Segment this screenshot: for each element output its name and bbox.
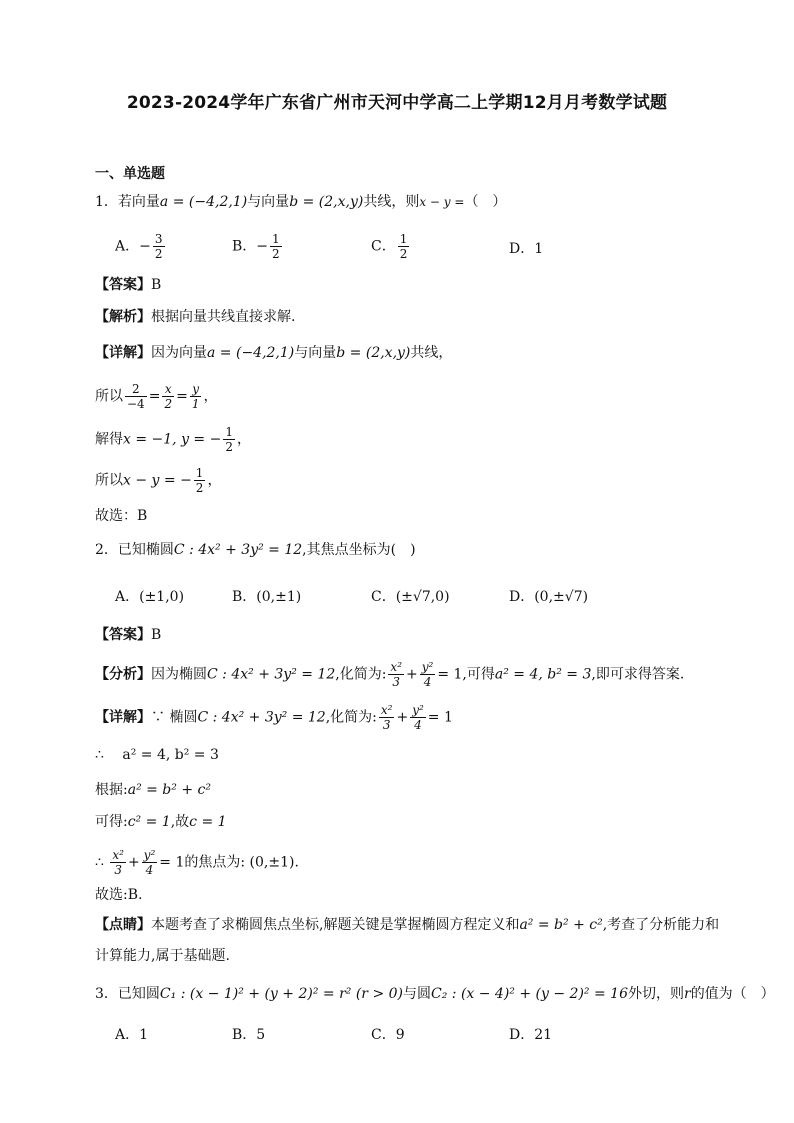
q2-step-4-frac-1-den: 3 <box>114 863 122 877</box>
q1-detail-a: a = (−4,2,1) <box>207 345 295 361</box>
q1-analysis <box>95 307 295 327</box>
q2-step-4-frac-1-num: x² <box>112 848 124 862</box>
q1-step-1-end: ， <box>203 388 218 405</box>
q2-stem-pre: 2．已知椭圆 <box>95 542 174 558</box>
q1-step-2-pre: 解得 <box>95 431 123 448</box>
question-1-stem <box>95 192 506 212</box>
q2-answer-value: B <box>151 627 162 643</box>
q1-mid: 与向量 <box>247 194 290 210</box>
q2-option-c: C．(±√7,0) <box>371 589 450 605</box>
q2-detail-plus: + <box>396 709 409 726</box>
q2-fenxi-tail1: ,可得 <box>462 666 495 683</box>
q1-option-a-sign: − <box>139 238 151 255</box>
answer-tag: 【答案】 <box>95 627 151 643</box>
q1-option-b-fraction <box>270 232 282 261</box>
q2-step-3-pre: 可得: <box>95 814 128 830</box>
analysis-tag: 【解析】 <box>95 309 151 325</box>
q1-step-1-frac-1 <box>125 382 147 411</box>
q3-tail2: 的值为（ ） <box>690 986 775 1002</box>
q1-step-1-eq-2: = <box>176 388 188 405</box>
q2-detail-pre: ∵ 椭圆 <box>151 709 198 726</box>
q2-detail-frac-2 <box>410 703 426 732</box>
q1-vector-b: b = (2,x,y) <box>289 194 364 210</box>
q2-fenxi-frac-1-den: 3 <box>392 675 401 689</box>
q2-step-3-mid: ,故 <box>170 814 190 830</box>
q2-fenxi-frac-2 <box>420 660 436 689</box>
q2-step-3-expr: c² = 1 <box>127 814 171 830</box>
q1-option-b-num: 1 <box>272 232 280 246</box>
section-heading: 一、单选题 <box>95 166 165 182</box>
q2-fenxi-frac-1 <box>388 660 404 689</box>
q2-fenxi-mid: ,化简为: <box>335 666 387 683</box>
q2-detail-frac-2-num: y² <box>412 703 424 717</box>
q1-prefix: 1．若向量 <box>95 194 160 210</box>
q1-step-2-end: ， <box>236 431 251 448</box>
q1-step-2-den: 2 <box>225 440 233 454</box>
q2-step-1: ∴ a² = 4, b² = 3 <box>95 747 219 763</box>
fenxi-tag: 【分析】 <box>95 666 151 683</box>
q1-step-1-frac-1-den: −4 <box>127 397 145 411</box>
q2-option-a: A．(±1,0) <box>115 589 185 605</box>
q2-dianjing-expr: a² = b² + c² <box>519 917 603 933</box>
q1-step-1-frac-1-num: 2 <box>125 382 147 397</box>
q1-step-3-den: 2 <box>195 481 204 495</box>
q1-answer <box>95 275 161 295</box>
q3-stem-pre: 3．已知圆 <box>95 986 160 1002</box>
q2-stem-tail: ,其焦点坐标为( ) <box>302 542 416 558</box>
q2-detail-frac-2-den: 4 <box>414 718 422 732</box>
q2-dianjing-pre: 本题考查了求椭圆焦点坐标,解题关键是掌握椭圆方程定义和 <box>151 917 520 933</box>
q1-option-c-den: 2 <box>399 247 408 261</box>
q2-step-2-expr: a² = b² + c² <box>127 782 211 798</box>
q1-choice: 故选：B <box>95 508 148 524</box>
q1-option-a-fraction <box>153 232 165 261</box>
q2-step-4-eq: = 1 <box>159 854 185 871</box>
q2-option-b: B．(0,±1) <box>232 589 302 605</box>
q1-option-a <box>115 232 167 261</box>
q2-fenxi-ab: a² = 4, b² = 3 <box>494 666 592 683</box>
q1-detail-tail: 共线， <box>410 345 453 361</box>
q1-detail-b: b = (2,x,y) <box>336 345 411 361</box>
q2-dianjing <box>95 915 719 935</box>
answer-tag: 【答案】 <box>95 277 151 293</box>
q2-answer <box>95 625 161 645</box>
q2-step-3 <box>95 812 227 832</box>
q2-fenxi-tail2: ,即可求得答案. <box>591 666 685 683</box>
q1-tail: 共线，则 <box>363 194 420 210</box>
q3-option-d: D．21 <box>509 1027 553 1043</box>
q2-detail <box>95 703 453 732</box>
q3-tail: 外切，则 <box>627 986 684 1002</box>
q1-step-1-frac-2-den: 2 <box>164 397 173 411</box>
q1-option-a-num: 3 <box>154 232 163 246</box>
q2-detail-frac-1 <box>379 703 395 732</box>
q3-option-b: B．5 <box>232 1027 266 1043</box>
q1-step-3 <box>95 466 221 495</box>
q1-detail-mid: 与向量 <box>294 345 337 361</box>
q3-r: r <box>683 986 691 1002</box>
q2-dianjing-line-2: 计算能力,属于基础题. <box>95 948 230 964</box>
q3-option-c: C．9 <box>371 1027 405 1043</box>
q1-vector-a: a = (−4,2,1) <box>159 194 248 210</box>
q1-step-3-num: 1 <box>195 466 204 480</box>
q2-step-3-c: c = 1 <box>189 814 227 830</box>
q1-option-c-num: 1 <box>399 232 408 246</box>
q2-fenxi-frac-2-den: 4 <box>423 675 432 689</box>
q1-option-b-sign: − <box>256 238 269 255</box>
q1-step-2-num: 1 <box>225 425 233 439</box>
q1-expr: x − y = <box>419 195 465 209</box>
q2-choice: 故选:B. <box>95 887 143 903</box>
q2-fenxi-plus: + <box>406 666 418 683</box>
q2-step-4 <box>95 848 299 877</box>
q2-step-2-pre: 根据: <box>95 782 128 798</box>
q2-step-4-frac-2-num: y² <box>143 848 156 862</box>
q3-circle-1: C₁ : (x − 1)² + (y + 2)² = r² (r > 0) <box>159 986 403 1002</box>
q2-stem-eq: C : 4x² + 3y² = 12 <box>173 542 303 558</box>
q1-step-2 <box>95 425 251 454</box>
q1-step-3-pre: 所以 <box>95 472 123 489</box>
q1-step-1 <box>95 382 217 411</box>
q1-step-3-frac <box>194 466 206 495</box>
q2-fenxi-eq: C : 4x² + 3y² = 12 <box>207 666 336 683</box>
q1-paren: （ ） <box>464 194 507 210</box>
detail-tag: 【详解】 <box>95 345 151 361</box>
q2-fenxi-eq1: = 1 <box>437 666 463 683</box>
q2-detail-frac-1-num: x² <box>380 703 393 717</box>
q1-step-1-frac-2-num: x <box>162 382 174 397</box>
q1-option-b-label: B． <box>232 238 257 255</box>
q1-step-2-frac <box>223 425 235 454</box>
q1-option-c-label: C． <box>371 238 396 255</box>
q2-step-4-frac-2-den: 4 <box>145 863 154 877</box>
q1-option-a-label: A． <box>115 238 140 255</box>
q1-option-b <box>232 232 284 261</box>
q1-step-1-frac-3 <box>190 382 202 411</box>
q3-option-a: A．1 <box>115 1027 149 1043</box>
q2-fenxi-frac-2-num: y² <box>421 660 434 674</box>
q2-fenxi-pre: 因为椭圆 <box>151 666 207 683</box>
q3-circle-2: C₂ : (x − 4)² + (y − 2)² = 16 <box>431 986 628 1002</box>
q1-step-1-pre: 所以 <box>95 388 123 405</box>
q2-detail-eq: C : 4x² + 3y² = 12 <box>197 709 326 726</box>
q2-step-4-frac-1 <box>110 848 126 877</box>
dianjing-tag: 【点睛】 <box>95 917 151 933</box>
q1-option-c-fraction <box>398 232 410 261</box>
q1-answer-value: B <box>151 277 162 293</box>
q2-step-4-tail: 的焦点为: (0,±1). <box>184 854 299 871</box>
q1-step-1-frac-3-num: y <box>190 382 202 397</box>
question-3-stem <box>95 984 775 1004</box>
q1-step-1-frac-2 <box>162 382 174 411</box>
q2-step-4-plus: + <box>127 854 140 871</box>
q3-mid: 与圆 <box>403 986 431 1002</box>
q2-dianjing-tail: ,考查了分析能力和 <box>602 917 720 933</box>
q1-option-a-den: 2 <box>154 247 163 261</box>
q2-fenxi <box>95 660 684 689</box>
q1-step-3-expr: x − y = − <box>123 472 192 489</box>
q2-step-4-frac-2 <box>142 848 158 877</box>
q1-option-c <box>371 232 411 261</box>
q1-option-b-den: 2 <box>272 247 280 261</box>
q2-fenxi-frac-1-num: x² <box>390 660 402 674</box>
q1-step-3-end: ， <box>207 472 222 489</box>
q1-detail-pre: 因为向量 <box>151 345 207 361</box>
q2-detail-eq1: = 1 <box>427 709 453 726</box>
page-title: 2023-2024学年广东省广州市天河中学高二上学期12月月考数学试题 <box>126 93 668 113</box>
q1-step-1-frac-3-den: 1 <box>191 397 200 411</box>
question-2-stem <box>95 540 416 560</box>
q1-step-2-expr: x = −1, y = − <box>123 431 222 448</box>
q1-analysis-text: 根据向量共线直接求解. <box>151 309 296 325</box>
q1-option-d: D．1 <box>509 241 544 257</box>
q1-step-1-eq-1: = <box>148 388 161 405</box>
q2-option-d: D．(0,±√7) <box>509 589 589 605</box>
detail-tag: 【详解】 <box>95 709 151 726</box>
q1-detail <box>95 343 452 363</box>
q2-detail-mid: ,化简为: <box>325 709 377 726</box>
q2-detail-frac-1-den: 3 <box>382 718 391 732</box>
q2-step-2 <box>95 780 211 800</box>
q2-step-4-pre: ∴ <box>95 854 109 871</box>
